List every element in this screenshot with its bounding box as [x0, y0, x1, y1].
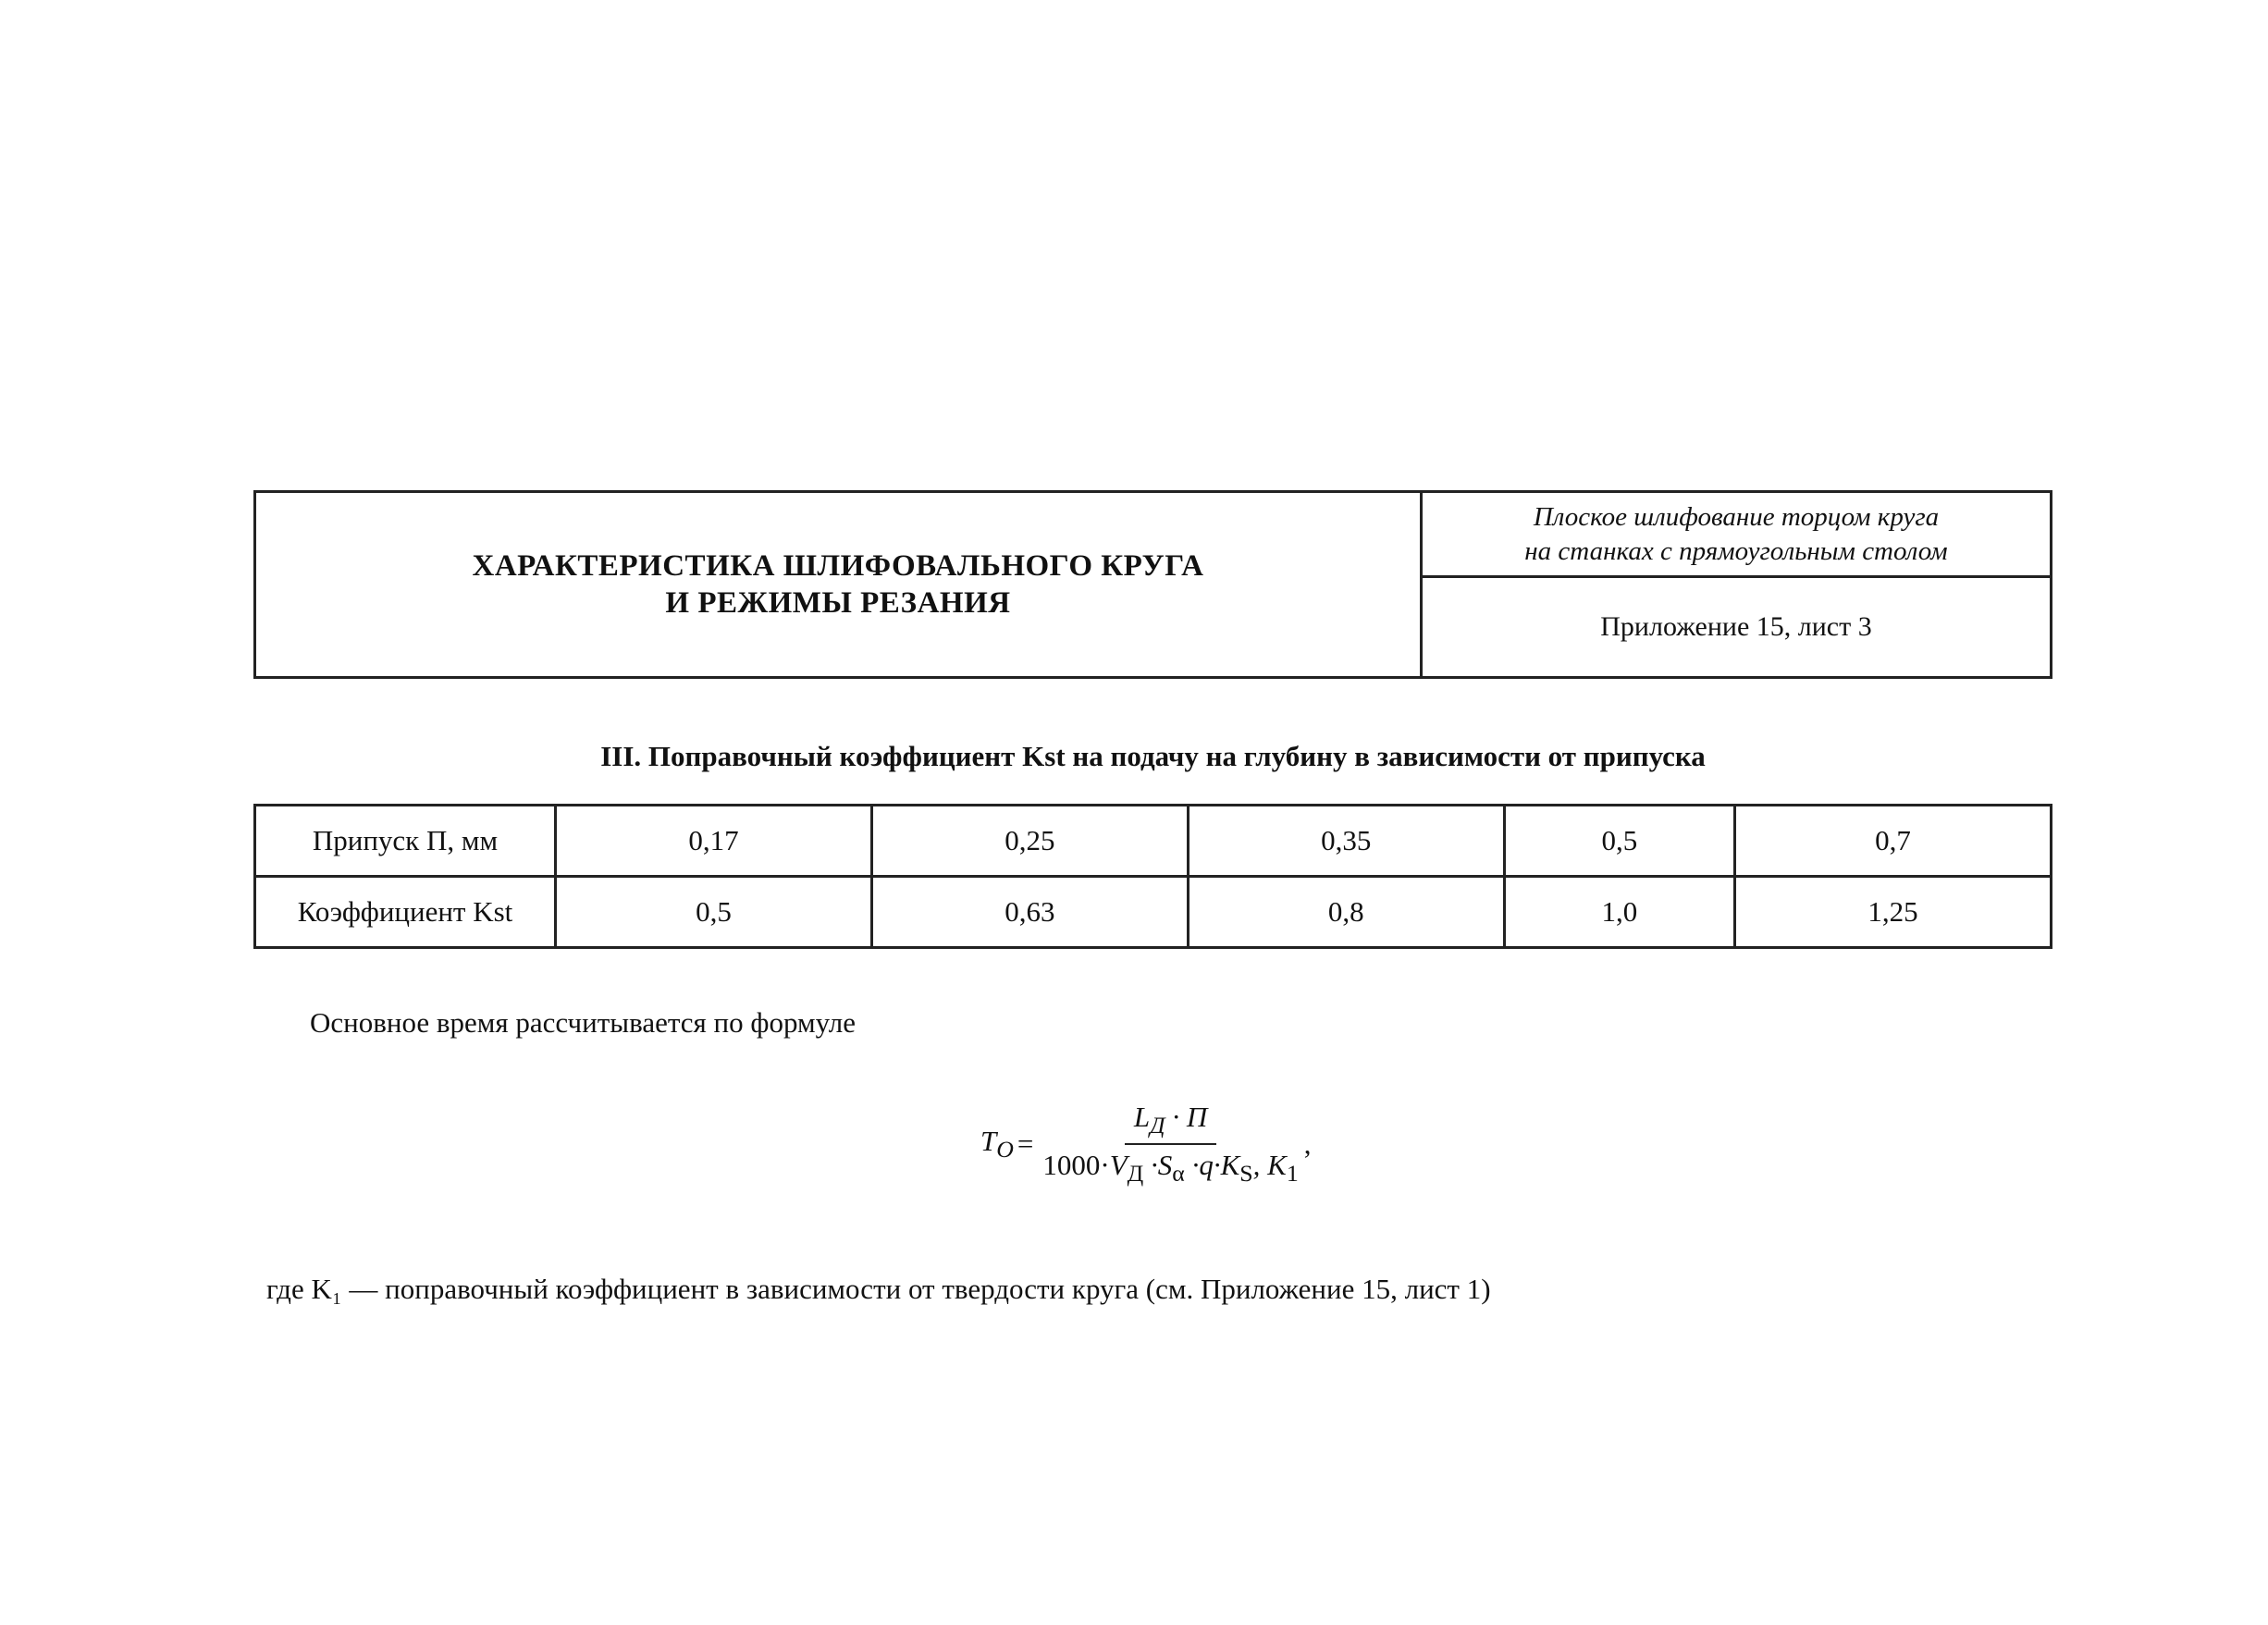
subtitle-line-1: Плоское шлифование торцом круга	[1533, 501, 1940, 532]
table-cell: 0,5	[1504, 806, 1734, 877]
appendix-label: Приложение 15, лист 3	[1600, 611, 1872, 642]
table-cell: 0,35	[1188, 806, 1504, 877]
formula-fraction	[1042, 1101, 1298, 1188]
subtitle	[1423, 493, 2050, 578]
formula-trailing-comma: ,	[1303, 1127, 1312, 1161]
section-title: III. Поправочный коэффициент Kst на подачу на глубину в зависимости от припуска	[600, 740, 1706, 772]
intro-text: Основное время рассчитывается по формуле	[310, 1006, 856, 1039]
kst-table	[253, 804, 2052, 949]
table-cell: 1,25	[1735, 877, 2052, 948]
table-row	[255, 877, 2052, 948]
table-cell: 0,25	[871, 806, 1188, 877]
title-line-2: И РЕЖИМЫ РЕЗАНИЯ	[665, 586, 1011, 620]
formula	[980, 1101, 1312, 1188]
table-cell: 0,63	[871, 877, 1188, 948]
header-right	[1423, 493, 2050, 676]
table-cell: 0,7	[1735, 806, 2052, 877]
table-cell: 0,17	[556, 806, 872, 877]
formula-denominator: $1000\cdot V_Д \cdot S_\alpha \cdot q\cdot K_S$, $K_1$	[1042, 1149, 1299, 1188]
table-row	[255, 806, 2052, 877]
formula-lhs: $T_O$	[980, 1125, 1014, 1163]
table-cell: 0,5	[556, 877, 872, 948]
footnote: где K₁ — поправочный коэффициент в зависимости от твердости круга (см. Приложение 15, лист 1)	[266, 1273, 1491, 1305]
table-cell: 1,0	[1504, 877, 1734, 948]
title-line-1: ХАРАКТЕРИСТИКА ШЛИФОВАЛЬНОГО КРУГА	[472, 549, 1204, 583]
header-box	[253, 490, 2052, 679]
row-label-coefficient: Коэффициент Kst	[255, 877, 556, 948]
document-title	[256, 493, 1423, 676]
table-cell: 0,8	[1188, 877, 1504, 948]
formula-equals: =	[1017, 1127, 1034, 1161]
subtitle-line-2: на станках с прямоугольным столом	[1524, 536, 1948, 566]
formula-numerator: $L_Д \cdot П$	[1125, 1101, 1216, 1145]
row-label-allowance: Припуск П, мм	[255, 806, 556, 877]
